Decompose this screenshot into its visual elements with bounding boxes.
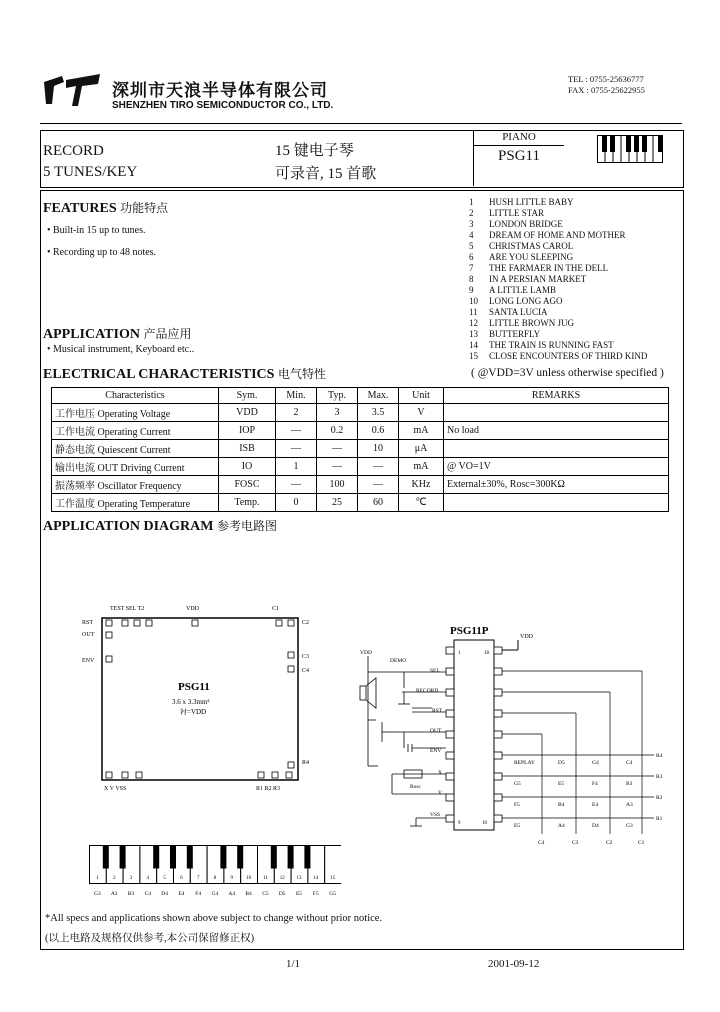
electrical-table xyxy=(51,387,669,512)
cell-min: 0 xyxy=(276,494,317,512)
pkg-pin-out: OUT xyxy=(430,728,442,734)
title-box xyxy=(40,130,684,188)
table-row xyxy=(52,494,669,512)
song-title: ARE YOU SLEEPING xyxy=(489,252,574,262)
song-number: 1 xyxy=(469,197,474,207)
cell-sym: IOP xyxy=(219,422,276,440)
piano-keys-icon xyxy=(597,135,663,163)
die-pin-c3: C3 xyxy=(302,654,310,660)
black-key xyxy=(103,846,109,869)
product-box xyxy=(473,130,564,186)
col-header: Max. xyxy=(358,388,399,404)
pkg-pin-demo: DEMO xyxy=(390,658,407,664)
table-row xyxy=(52,476,669,494)
param-cn: 振荡频率 xyxy=(55,481,95,492)
key-number: 5 xyxy=(163,876,166,881)
cell-min: 1 xyxy=(276,458,317,476)
company-name-en: SHENZHEN TIRO SEMICONDUCTOR CO., LTD. xyxy=(112,100,334,111)
company-name-cn: 深圳市天浪半导体有限公司 xyxy=(112,81,328,100)
param-en: Operating Current xyxy=(97,427,171,438)
song-list xyxy=(469,197,647,362)
disclaimer-note: *All specs and applications shown above subject to change without prior notice. xyxy=(45,913,383,924)
song-number: 13 xyxy=(469,329,478,339)
tel-number: TEL : 0755-25636777 xyxy=(568,74,644,84)
app-diagram-title: APPLICATION DIAGRAM xyxy=(43,519,214,534)
doc-date: 2001-09-12 xyxy=(488,958,540,970)
song-number: 6 xyxy=(469,252,474,262)
title-record: RECORD xyxy=(43,143,104,159)
cell-typ: 3 xyxy=(317,404,358,422)
matrix-key-label: F5 xyxy=(514,802,520,808)
key-number: 11 xyxy=(262,876,268,881)
cell-unit: mA xyxy=(399,458,444,476)
key-note: F4 xyxy=(195,891,202,897)
circuit-diagram xyxy=(42,598,672,848)
song-item xyxy=(469,318,647,329)
song-number: 2 xyxy=(469,208,474,218)
header-divider xyxy=(40,123,682,124)
cell-unit: V xyxy=(399,404,444,422)
key-note: G5 xyxy=(329,891,336,897)
matrix-row-label: R1 xyxy=(656,816,663,822)
song-title: BUTTERFLY xyxy=(489,329,541,339)
black-key xyxy=(304,846,310,869)
matrix-key-label: C4 xyxy=(626,760,633,766)
app-diagram-heading xyxy=(43,517,277,535)
col-header: Min. xyxy=(276,388,317,404)
black-key xyxy=(187,846,193,869)
song-item xyxy=(469,197,647,208)
song-title: A LITTLE LAMB xyxy=(489,285,556,295)
matrix-key-label: A3 xyxy=(626,802,633,808)
cell-sym: VDD xyxy=(219,404,276,422)
application-item: • Musical instrument, Keyboard etc.. xyxy=(47,344,195,355)
key-note: A4 xyxy=(228,891,236,897)
song-number: 3 xyxy=(469,219,474,229)
cell-typ: 100 xyxy=(317,476,358,494)
product-type: PIANO xyxy=(474,130,564,146)
disclaimer-note-cn: (以上电路及规格仅供参考,本公司保留修正权) xyxy=(45,933,255,944)
song-title: HUSH LITTLE BABY xyxy=(489,197,574,207)
param-en: Quiescent Current xyxy=(97,445,171,456)
song-item xyxy=(469,296,647,307)
title-cn-2: 可录音, 15 首歌 xyxy=(275,166,377,182)
song-title: LONDON BRIDGE xyxy=(489,219,563,229)
pin-18-label: 18 xyxy=(484,651,489,656)
cell-rem: No load xyxy=(444,422,669,440)
electrical-condition: ( @VDD=3V unless otherwise specified ) xyxy=(471,367,664,379)
matrix-row-label: R2 xyxy=(656,795,663,801)
key-note: F5 xyxy=(312,891,319,897)
application-heading xyxy=(43,325,191,343)
song-item xyxy=(469,208,647,219)
song-number: 11 xyxy=(469,307,478,317)
die-substrate: 衬=VDD xyxy=(180,708,207,716)
keyboard-diagram xyxy=(89,845,341,899)
cell-unit: ℃ xyxy=(399,494,444,512)
die-pin-c2: C2 xyxy=(302,620,310,626)
cell-typ: — xyxy=(317,458,358,476)
key-note: G4 xyxy=(211,891,219,897)
song-title: DREAM OF HOME AND MOTHER xyxy=(489,230,626,240)
pin-10-label: 10 xyxy=(482,821,487,826)
song-item xyxy=(469,274,647,285)
feature-text: Recording up to 48 notes. xyxy=(53,247,157,258)
matrix-key-label: E5 xyxy=(558,781,565,787)
song-number: 9 xyxy=(469,285,474,295)
key-number: 15 xyxy=(330,876,336,881)
electrical-heading xyxy=(43,365,326,383)
key-number: 6 xyxy=(180,876,183,881)
black-key xyxy=(271,846,277,869)
table-header-row xyxy=(52,388,669,404)
product-model: PSG11 xyxy=(498,148,540,164)
song-number: 7 xyxy=(469,263,474,273)
pkg-pin-env: ENV xyxy=(430,748,442,754)
die-pin-c4: C4 xyxy=(302,668,310,674)
application-title-cn: 产品应用 xyxy=(143,327,192,341)
matrix-key-label: G4 xyxy=(592,760,599,766)
col-header: Characteristics xyxy=(52,388,219,404)
matrix-row-label: R3 xyxy=(656,774,663,780)
die-pin-env: ENV xyxy=(82,658,95,664)
black-key xyxy=(288,846,294,869)
black-key xyxy=(120,846,126,869)
pkg-vdd-label: VDD xyxy=(520,634,533,640)
die-bottom-right-pins: R1 R2 R3 xyxy=(256,786,281,792)
song-number: 10 xyxy=(469,296,478,306)
key-number: 13 xyxy=(296,876,302,881)
song-item xyxy=(469,252,647,263)
song-title: IN A PERSIAN MARKET xyxy=(489,274,587,284)
matrix-key-label: G5 xyxy=(514,781,521,787)
die-pin-r4: R4 xyxy=(302,760,310,766)
song-title: CLOSE ENCOUNTERS OF THIRD KIND xyxy=(489,351,648,361)
matrix-key-label: REPLAY xyxy=(514,760,535,766)
die-top-pins: TEST SEL T2 xyxy=(110,606,145,612)
song-number: 4 xyxy=(469,230,474,240)
key-number: 1 xyxy=(96,876,99,881)
cell-typ: 0.2 xyxy=(317,422,358,440)
param-cn: 静态电流 xyxy=(55,445,95,456)
param-en: Operating Voltage xyxy=(97,409,171,420)
song-item xyxy=(469,351,647,362)
song-number: 12 xyxy=(469,318,478,328)
cell-unit: KHz xyxy=(399,476,444,494)
col-header: Typ. xyxy=(317,388,358,404)
company-logo-icon xyxy=(42,74,102,108)
key-note: E4 xyxy=(178,891,185,897)
cell-rem: External±30%, Rosc=300KΩ xyxy=(444,476,669,494)
application-title: APPLICATION xyxy=(43,327,140,342)
die-vdd-label: VDD xyxy=(186,606,199,612)
ext-vdd-label: VDD xyxy=(360,650,372,656)
matrix-key-label: D5 xyxy=(558,760,565,766)
song-item xyxy=(469,329,647,340)
black-key xyxy=(220,846,226,869)
song-item xyxy=(469,307,647,318)
param-name xyxy=(52,476,219,494)
param-name xyxy=(52,422,219,440)
matrix-key-label: F4 xyxy=(592,781,598,787)
cell-min: — xyxy=(276,422,317,440)
pkg-pin-x: X xyxy=(438,770,442,776)
matrix-col-label: C1 xyxy=(638,840,645,846)
die-bottom-pins: X V VSS xyxy=(104,786,127,792)
cell-max: — xyxy=(358,476,399,494)
die-pin-rst: RST xyxy=(82,620,94,626)
matrix-col-label: C4 xyxy=(538,840,545,846)
feature-item: • Built-in 15 up to tunes. xyxy=(47,225,146,236)
features-title-cn: 功能特点 xyxy=(120,201,169,215)
key-note: B3 xyxy=(127,891,135,897)
application-text: Musical instrument, Keyboard etc.. xyxy=(53,344,195,355)
key-note: A3 xyxy=(110,891,118,897)
col-header: Unit xyxy=(399,388,444,404)
die-pin-out: OUT xyxy=(82,632,95,638)
song-title: LITTLE STAR xyxy=(489,208,545,218)
contact-info xyxy=(568,74,645,96)
song-title: THE TRAIN IS RUNNING FAST xyxy=(489,340,614,350)
song-item xyxy=(469,340,647,351)
pkg-pin-rst: RST xyxy=(432,708,443,714)
key-note: B4 xyxy=(245,891,252,897)
song-title: LONG LONG AGO xyxy=(489,296,563,306)
cell-max: 60 xyxy=(358,494,399,512)
cell-min: — xyxy=(276,440,317,458)
param-name xyxy=(52,494,219,512)
table-row xyxy=(52,440,669,458)
title-tunes: 5 TUNES/KEY xyxy=(43,164,138,180)
key-number: 4 xyxy=(146,876,150,881)
pkg-pin-sel: SEL xyxy=(430,668,440,674)
pin-9-label: 9 xyxy=(458,821,461,826)
cell-sym: ISB xyxy=(219,440,276,458)
song-item xyxy=(469,241,647,252)
param-cn: 工作温度 xyxy=(55,499,95,510)
key-number: 9 xyxy=(230,876,234,881)
electrical-title: ELECTRICAL CHARACTERISTICS xyxy=(43,367,275,382)
cell-sym: Temp. xyxy=(219,494,276,512)
key-number: 12 xyxy=(279,876,285,881)
table-row xyxy=(52,404,669,422)
param-cn: 工作电流 xyxy=(55,427,95,438)
param-cn: 输出电流 xyxy=(55,463,95,474)
matrix-key-label: G3 xyxy=(626,823,633,829)
fax-number: FAX : 0755-25622955 xyxy=(568,85,645,95)
song-title: THE FARMAER IN THE DELL xyxy=(489,263,609,273)
key-number: 7 xyxy=(196,876,200,881)
key-note: D5 xyxy=(278,891,286,897)
param-name xyxy=(52,440,219,458)
die-layout xyxy=(82,606,309,792)
page-number: 1/1 xyxy=(286,958,301,970)
features-title: FEATURES xyxy=(43,201,117,216)
song-number: 5 xyxy=(469,241,474,251)
pin-1-label: 1 xyxy=(458,651,461,656)
col-header: Sym. xyxy=(219,388,276,404)
cell-max: — xyxy=(358,458,399,476)
song-number: 15 xyxy=(469,351,478,361)
col-header: REMARKS xyxy=(444,388,669,404)
pkg-pin-v: V xyxy=(438,790,442,796)
cell-sym: IO xyxy=(219,458,276,476)
title-cn-1: 15 键电子琴 xyxy=(275,143,354,159)
die-c1-label: C1 xyxy=(272,606,280,612)
param-en: Operating Temperature xyxy=(97,499,191,510)
matrix-key-label: E5 xyxy=(514,823,521,829)
matrix-row-label: R4 xyxy=(656,753,663,759)
song-title: LITTLE BROWN JUG xyxy=(489,318,574,328)
feature-item: • Recording up to 48 notes. xyxy=(47,247,157,258)
cell-sym: FOSC xyxy=(219,476,276,494)
song-title: CHRISTMAS CAROL xyxy=(489,241,574,251)
features-heading xyxy=(43,199,168,217)
pkg-pin-vss: VSS xyxy=(430,812,441,818)
cell-max: 10 xyxy=(358,440,399,458)
key-note: G3 xyxy=(94,891,101,897)
song-item xyxy=(469,219,647,230)
table-row xyxy=(52,458,669,476)
song-number: 8 xyxy=(469,274,474,284)
feature-text: Built-in 15 up to tunes. xyxy=(53,225,146,236)
cell-rem xyxy=(444,404,669,422)
key-number: 10 xyxy=(246,876,252,881)
pkg-pin-record: RECORD xyxy=(416,688,439,694)
param-name xyxy=(52,404,219,422)
param-en: Oscillator Frequency xyxy=(97,481,182,492)
cell-unit: mA xyxy=(399,422,444,440)
matrix-key-label: D4 xyxy=(592,823,599,829)
param-name xyxy=(52,458,219,476)
die-size: 3.6 x 3.3mm² xyxy=(172,698,210,706)
song-item xyxy=(469,263,647,274)
key-note: D4 xyxy=(161,891,168,897)
key-number: 14 xyxy=(313,876,319,881)
rosc-label: Rosc xyxy=(410,784,421,790)
app-diagram-title-cn: 参考电路图 xyxy=(216,519,277,533)
song-item xyxy=(469,230,647,241)
black-key xyxy=(170,846,176,869)
black-key xyxy=(153,846,159,869)
param-en: OUT Driving Current xyxy=(97,463,185,474)
song-item xyxy=(469,285,647,296)
key-number: 8 xyxy=(213,876,217,881)
cell-min: 2 xyxy=(276,404,317,422)
key-matrix xyxy=(514,753,663,846)
key-note: C5 xyxy=(262,891,269,897)
song-number: 14 xyxy=(469,340,478,350)
key-number: 2 xyxy=(112,876,116,881)
matrix-key-label: B3 xyxy=(626,781,633,787)
table-row xyxy=(52,422,669,440)
key-number: 3 xyxy=(129,876,133,881)
matrix-key-label: E4 xyxy=(592,802,599,808)
cell-max: 3.5 xyxy=(358,404,399,422)
param-cn: 工作电压 xyxy=(55,409,95,420)
matrix-key-label: A4 xyxy=(558,823,565,829)
song-title: SANTA LUCIA xyxy=(489,307,548,317)
black-key xyxy=(237,846,243,869)
cell-typ: — xyxy=(317,440,358,458)
cell-rem: @ VO=1V xyxy=(444,458,669,476)
cell-rem xyxy=(444,440,669,458)
matrix-key-label: B4 xyxy=(558,802,565,808)
package-name: PSG11P xyxy=(450,625,489,637)
matrix-col-label: C2 xyxy=(606,840,613,846)
electrical-title-cn: 电气特性 xyxy=(277,367,326,381)
die-name: PSG11 xyxy=(178,681,210,693)
key-note: E5 xyxy=(295,891,303,897)
cell-min: — xyxy=(276,476,317,494)
package-layout xyxy=(360,625,663,846)
matrix-col-label: C3 xyxy=(572,840,579,846)
cell-typ: 25 xyxy=(317,494,358,512)
cell-rem xyxy=(444,494,669,512)
cell-unit: μA xyxy=(399,440,444,458)
key-note: C4 xyxy=(144,891,152,897)
cell-max: 0.6 xyxy=(358,422,399,440)
